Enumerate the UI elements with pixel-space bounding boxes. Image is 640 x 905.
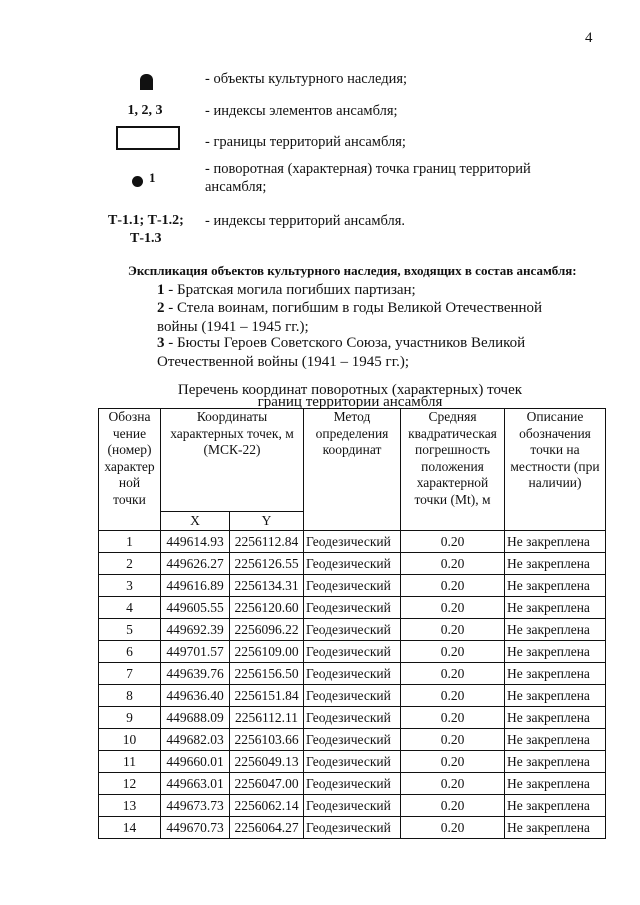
monument-icon	[140, 74, 153, 90]
cell-error: 0.20	[401, 729, 505, 751]
cell-error: 0.20	[401, 553, 505, 575]
boundary-icon	[116, 126, 180, 150]
legend-territory-symbol-2: Т-1.3	[130, 231, 162, 246]
table-row	[99, 553, 606, 575]
cell-description: Не закреплена	[505, 663, 606, 685]
cell-point-number: 1	[99, 531, 161, 553]
legend-index-text: - индексы элементов ансамбля;	[205, 103, 398, 119]
table-row	[99, 729, 606, 751]
cell-description: Не закреплена	[505, 531, 606, 553]
explication-item-text: - Бюсты Героев Советского Союза, участников Великой Отечественной войны (1941 – 1945 гг.);	[157, 335, 526, 370]
cell-y: 2256156.50	[230, 663, 304, 685]
cell-description: Не закреплена	[505, 685, 606, 707]
cell-description: Не закреплена	[505, 729, 606, 751]
cell-y: 2256103.66	[230, 729, 304, 751]
cell-x: 449626.27	[161, 553, 230, 575]
cell-x: 449660.01	[161, 751, 230, 773]
cell-error: 0.20	[401, 575, 505, 597]
explication-item-1	[157, 281, 577, 300]
cell-method: Геодезический	[304, 685, 401, 707]
cell-error: 0.20	[401, 619, 505, 641]
cell-x: 449701.57	[161, 641, 230, 663]
table-row	[99, 751, 606, 773]
legend-monument-text: - объекты культурного наследия;	[205, 71, 408, 87]
table-row	[99, 685, 606, 707]
cell-point-number: 5	[99, 619, 161, 641]
cell-x: 449688.09	[161, 707, 230, 729]
cell-method: Геодезический	[304, 773, 401, 795]
point-dot-icon	[132, 176, 143, 187]
cell-description: Не закреплена	[505, 751, 606, 773]
legend-point-text: - поворотная (характерная) точка границ территорий ансамбля;	[205, 161, 531, 195]
coordinates-table	[98, 408, 606, 839]
cell-error: 0.20	[401, 795, 505, 817]
table-row	[99, 663, 606, 685]
legend-point-symbol: 1	[149, 170, 156, 185]
cell-point-number: 14	[99, 817, 161, 839]
cell-point-number: 3	[99, 575, 161, 597]
cell-point-number: 7	[99, 663, 161, 685]
explication-item-num: 2	[157, 300, 165, 316]
header-y: Y	[230, 512, 304, 531]
cell-point-number: 2	[99, 553, 161, 575]
cell-y: 2256047.00	[230, 773, 304, 795]
cell-error: 0.20	[401, 707, 505, 729]
cell-y: 2256064.27	[230, 817, 304, 839]
table-caption-line1: Перечень координат поворотных (характерных) точек	[177, 382, 523, 398]
cell-method: Геодезический	[304, 575, 401, 597]
cell-y: 2256096.22	[230, 619, 304, 641]
cell-y: 2256112.84	[230, 531, 304, 553]
cell-method: Геодезический	[304, 597, 401, 619]
table-row	[99, 619, 606, 641]
cell-y: 2256120.60	[230, 597, 304, 619]
table-row	[99, 795, 606, 817]
cell-x: 449605.55	[161, 597, 230, 619]
explication-item-text: - Братская могила погибших партизан;	[164, 282, 416, 298]
cell-point-number: 12	[99, 773, 161, 795]
cell-method: Геодезический	[304, 707, 401, 729]
cell-method: Геодезический	[304, 729, 401, 751]
explication-item-3	[157, 334, 577, 372]
cell-x: 449692.39	[161, 619, 230, 641]
explication-item-num: 1	[157, 282, 165, 298]
explication-item-text: - Стела воинам, погибшим в годы Великой Отечественной войны (1941 – 1945 гг.);	[157, 300, 543, 335]
cell-x: 449682.03	[161, 729, 230, 751]
cell-error: 0.20	[401, 751, 505, 773]
header-coords: Координаты характерных точек, м (МСК-22)	[161, 409, 304, 512]
cell-method: Геодезический	[304, 641, 401, 663]
cell-point-number: 10	[99, 729, 161, 751]
cell-error: 0.20	[401, 597, 505, 619]
cell-y: 2256109.00	[230, 641, 304, 663]
header-point: Обозна чение (номер) характер ной точки	[99, 409, 161, 531]
cell-method: Геодезический	[304, 795, 401, 817]
cell-method: Геодезический	[304, 817, 401, 839]
cell-description: Не закреплена	[505, 773, 606, 795]
cell-x: 449673.73	[161, 795, 230, 817]
cell-error: 0.20	[401, 531, 505, 553]
explication-title: Экспликация объектов культурного наследия, входящих в состав ансамбля:	[128, 263, 577, 278]
table-row	[99, 817, 606, 839]
cell-error: 0.20	[401, 773, 505, 795]
cell-description: Не закреплена	[505, 795, 606, 817]
cell-x: 449639.76	[161, 663, 230, 685]
explication-item-num: 3	[157, 335, 165, 351]
cell-y: 2256151.84	[230, 685, 304, 707]
table-body	[99, 531, 606, 839]
cell-description: Не закреплена	[505, 641, 606, 663]
table-row	[99, 575, 606, 597]
table-caption-line2: границ территории ансамбля	[257, 394, 443, 410]
cell-point-number: 6	[99, 641, 161, 663]
cell-point-number: 9	[99, 707, 161, 729]
header-method: Метод определения координат	[304, 409, 401, 531]
cell-x: 449636.40	[161, 685, 230, 707]
cell-error: 0.20	[401, 817, 505, 839]
legend-territory-symbol-1: Т-1.1; Т-1.2;	[108, 213, 184, 228]
table-row	[99, 773, 606, 795]
explication-item-2	[157, 299, 577, 337]
cell-error: 0.20	[401, 641, 505, 663]
cell-description: Не закреплена	[505, 553, 606, 575]
cell-error: 0.20	[401, 663, 505, 685]
table-row	[99, 707, 606, 729]
cell-point-number: 11	[99, 751, 161, 773]
cell-x: 449670.73	[161, 817, 230, 839]
cell-point-number: 13	[99, 795, 161, 817]
cell-method: Геодезический	[304, 751, 401, 773]
cell-description: Не закреплена	[505, 817, 606, 839]
table-row	[99, 597, 606, 619]
cell-y: 2256062.14	[230, 795, 304, 817]
header-description: Описание обозначения точки на местности (при наличии)	[505, 409, 606, 531]
cell-description: Не закреплена	[505, 597, 606, 619]
legend-index-symbol: 1, 2, 3	[127, 103, 163, 118]
cell-error: 0.20	[401, 685, 505, 707]
cell-method: Геодезический	[304, 531, 401, 553]
cell-method: Геодезический	[304, 663, 401, 685]
cell-y: 2256126.55	[230, 553, 304, 575]
table-row	[99, 641, 606, 663]
header-x: X	[161, 512, 230, 531]
cell-description: Не закреплена	[505, 575, 606, 597]
cell-method: Геодезический	[304, 619, 401, 641]
cell-x: 449663.01	[161, 773, 230, 795]
legend-territory-text: - индексы территорий ансамбля.	[205, 213, 406, 229]
table-row	[99, 531, 606, 553]
page-number: 4	[585, 30, 593, 46]
cell-y: 2256112.11	[230, 707, 304, 729]
cell-x: 449614.93	[161, 531, 230, 553]
cell-point-number: 4	[99, 597, 161, 619]
legend-boundary-text: - границы территорий ансамбля;	[205, 134, 406, 150]
cell-description: Не закреплена	[505, 619, 606, 641]
cell-y: 2256049.13	[230, 751, 304, 773]
cell-method: Геодезический	[304, 553, 401, 575]
cell-description: Не закреплена	[505, 707, 606, 729]
cell-x: 449616.89	[161, 575, 230, 597]
header-error: Средняя квадратическая погрешность положения характерной точки (Mt), м	[401, 409, 505, 531]
cell-point-number: 8	[99, 685, 161, 707]
cell-y: 2256134.31	[230, 575, 304, 597]
